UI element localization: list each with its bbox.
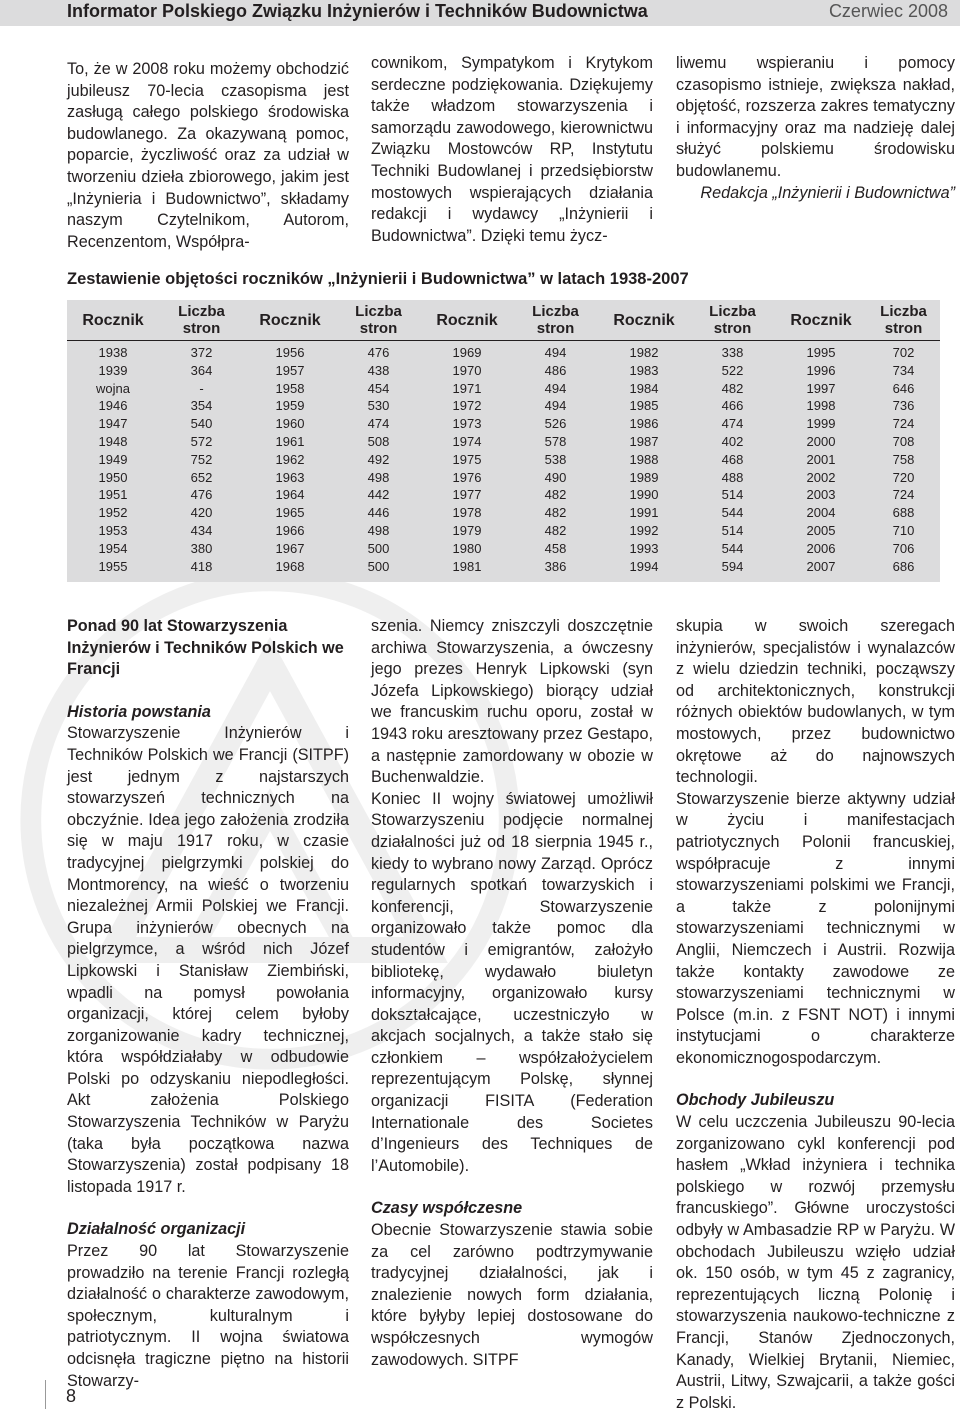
war-paragraph: szenia. Niemcy zniszczyli doszczętnie archiwa Stowarzyszenia, a ówczesny jego prezes Henryk Lipkowski (syn Józefa Lipkowskiego) biorący udział we francuskim ruchu oporu, został w 1943 roku aresztowany przez Gestapo, a następnie zamordowany w obozie w Buchenwaldzie. bbox=[371, 617, 653, 787]
article-column-2 bbox=[371, 616, 653, 1371]
footer-rule bbox=[45, 1380, 46, 1409]
pages-cell: 594 bbox=[721, 558, 744, 574]
column-header-pages: Liczba stron bbox=[880, 303, 927, 337]
pages-cell: 446 bbox=[367, 505, 390, 521]
year-cell: 1951 bbox=[98, 487, 128, 503]
pages-cell: 486 bbox=[544, 362, 567, 378]
article-column-1 bbox=[67, 616, 349, 1392]
year-cell: 1975 bbox=[452, 451, 482, 467]
pages-cell: 482 bbox=[544, 522, 567, 538]
year-cell: 2006 bbox=[806, 540, 836, 556]
table-title: Zestawienie objętości roczników „Inżynierii i Budownictwa” w latach 1938-2007 bbox=[67, 270, 689, 288]
year-cell: 1988 bbox=[629, 451, 659, 467]
pages-cell: 572 bbox=[190, 433, 213, 449]
year-cell: 1997 bbox=[806, 380, 836, 396]
pages-cell: 720 bbox=[892, 469, 915, 485]
pages-cell: 338 bbox=[721, 345, 744, 360]
table-row bbox=[67, 469, 940, 487]
pages-cell: 708 bbox=[892, 433, 915, 449]
pages-cell: 442 bbox=[367, 487, 390, 503]
pages-cell: 490 bbox=[544, 469, 567, 485]
pages-cell: 482 bbox=[721, 380, 744, 396]
table-row bbox=[67, 362, 940, 380]
history-paragraph: Stowarzyszenie Inżynierów i Techników Polskich we Francji (SITPF) jest jednym z najstarszych stowarzyszeń technicznych na obczyźnie. Idea jego założenia zrodziła się w maju 1917 roku, w czasie tradycyjnej pielgrzymki polskiej do Montmorency, na wieść o tworzeniu niezależnej Armii Polskiej we Francji. Grupa inżynierów obecnych na pielgrzymce, a wśród nich Józef Lipkowski i Stanisław Ziembiński, wpadli na pomysł powołania organizacji, której celem byłoby zorganizowanie kadry technicznej, która współdziałaby w odbudowie Polski po odzyskaniu niepodległości. Akt założenia Polskiego Stowarzyszenia Techników w Paryżu (taka była początkowa nazwa Stowarzyszenia) został podpisany 18 listopada 1917 r. bbox=[67, 724, 349, 1196]
pages-cell: 652 bbox=[190, 469, 213, 485]
year-cell: 1959 bbox=[275, 398, 305, 414]
page-number: 8 bbox=[66, 1386, 77, 1406]
column-header-pages: Liczba stron bbox=[355, 303, 402, 337]
intro-text-2: cownikom, Sympatykom i Krytykom serdeczne podziękowania. Dziękujemy także władzom stowarzyszenia i samorządu zawodowego, kierownictwu Związku Mostowców RP, Instytutu Techniki Budowlanej i przedsiębiorstw mostowych wspierających działania redakcji i wydawcy „Inżynierii i Budownictwa”. Dzięki temu życz- bbox=[371, 54, 653, 245]
year-cell: wojna bbox=[96, 380, 130, 396]
year-cell: 2007 bbox=[806, 558, 836, 574]
year-cell: 1967 bbox=[275, 540, 305, 556]
table-row bbox=[67, 433, 940, 451]
pages-cell: 514 bbox=[721, 487, 744, 503]
activity-paragraph: Przez 90 lat Stowarzyszenie prowadziło na terenie Francji rozległą działalność o charakterze zawodowym, społecznym, kulturalnym i patriotycznym. II wojna światowa odcisnęła tragiczne piętno na historii Stowarzy- bbox=[67, 1242, 349, 1390]
pages-cell: 736 bbox=[892, 398, 915, 414]
year-cell: 1966 bbox=[275, 522, 305, 538]
table-row bbox=[67, 558, 940, 576]
pages-cell: 544 bbox=[721, 540, 744, 556]
year-cell: 1976 bbox=[452, 469, 482, 485]
column-header-pages: Liczba stron bbox=[709, 303, 756, 337]
column-header-pages: Liczba stron bbox=[178, 303, 225, 337]
pages-cell: 458 bbox=[544, 540, 567, 556]
postwar-paragraph: Koniec II wojny światowej umożliwił Stowarzyszeniu podjęcie normalnej działalności już od 18 sierpnia 1945 r., kiedy to wybrano nowy Zarząd. Oprócz regularnych spotkań towarzyskich i konferencji, Stowarzyszenie organizowało także pomoc dla studentów i emigrantów, założyło bibliotekę, wydawało biuletyn informacyjny, organizowało kursy dokształcające, uczestniczyło w akcjach socjalnych, a także stało się członkiem – współzałożycielem reprezentującym Polskę, słynnej organizacji FISITA (Federation Internationale des Societes d’Ingenieurs des Techniques de l’Automobile). bbox=[371, 789, 653, 1175]
year-cell: 1952 bbox=[98, 505, 128, 521]
year-cell: 1953 bbox=[98, 522, 128, 538]
table-row bbox=[67, 380, 940, 398]
year-cell: 1995 bbox=[806, 345, 836, 360]
intro-text-3: liwemu wspieraniu i pomocy czasopismo istnieje, zwiększa nakład, objętość, rozszerza zakres tematyczny i informacyjny oraz ma nadzieję dalej służyć polskiemu środowisku budowlanemu. bbox=[676, 54, 955, 180]
year-cell: 2003 bbox=[806, 487, 836, 503]
year-cell: 1971 bbox=[452, 380, 482, 396]
section-heading-modern: Czasy współczesne bbox=[371, 1199, 523, 1218]
pages-cell: 514 bbox=[721, 522, 744, 538]
year-cell: 1978 bbox=[452, 505, 482, 521]
year-cell: 1958 bbox=[275, 380, 305, 396]
year-cell: 1992 bbox=[629, 522, 659, 538]
year-cell: 1981 bbox=[452, 558, 482, 574]
cooperation-paragraph: Stowarzyszenie bierze aktywny udział w życiu i manifestacjach patriotycznych Polonii francuskiej, współpracuje z innymi stowarzyszeniami polskimi we Francji, a także z polonijnymi stowarzyszeniami technicznymi w Anglii, Niemczech i Austrii. Rozwija także kontakty zawodowe ze stowarzyszeniami technicznymi w Polsce (m.in. z FSNT NOT) i innymi instytucjami o charakterze ekonomicznogospodarczym. bbox=[676, 789, 955, 1067]
pages-cell: 466 bbox=[721, 398, 744, 414]
year-cell: 1938 bbox=[98, 345, 128, 360]
pages-cell: 702 bbox=[892, 345, 915, 360]
pages-cell: 364 bbox=[190, 362, 213, 378]
year-cell: 2004 bbox=[806, 505, 836, 521]
year-cell: 1968 bbox=[275, 558, 305, 574]
year-cell: 1963 bbox=[275, 469, 305, 485]
header-date: Czerwiec 2008 bbox=[828, 1, 948, 21]
article-column-3 bbox=[676, 616, 955, 1414]
year-cell: 2002 bbox=[806, 469, 836, 485]
pages-cell: 474 bbox=[721, 416, 744, 432]
pages-cell: 386 bbox=[544, 558, 567, 574]
pages-cell: 474 bbox=[367, 416, 390, 432]
year-cell: 2000 bbox=[806, 433, 836, 449]
pages-cell: 476 bbox=[367, 345, 390, 360]
year-cell: 1982 bbox=[629, 345, 659, 360]
year-cell: 1993 bbox=[629, 540, 659, 556]
year-cell: 1962 bbox=[275, 451, 305, 467]
members-paragraph: skupia w swoich szeregach inżynierów, specjalistów i wynalazców z wielu dziedzin techniki, począwszy od architektonicznych, konstrukcji różnych obiektów budowlanych, w tym mostowych, przez budownictwo okrętowe aż do najnowszych technologii. bbox=[676, 617, 955, 787]
pages-cell: 494 bbox=[544, 380, 567, 396]
table-row bbox=[67, 415, 940, 433]
pages-cell: 454 bbox=[367, 380, 390, 396]
year-cell: 1977 bbox=[452, 487, 482, 503]
intro-column-2 bbox=[371, 53, 653, 247]
page-header bbox=[0, 0, 960, 26]
pages-cell: 530 bbox=[367, 398, 390, 414]
pages-cell: 734 bbox=[892, 362, 915, 378]
pages-cell: 686 bbox=[892, 558, 915, 574]
column-header-year: Rocznik bbox=[790, 311, 852, 329]
year-cell: 1999 bbox=[806, 416, 836, 432]
intro-column-3 bbox=[676, 53, 955, 204]
year-cell: 1979 bbox=[452, 522, 482, 538]
year-cell: 1957 bbox=[275, 362, 305, 378]
year-cell: 1964 bbox=[275, 487, 305, 503]
pages-cell: 494 bbox=[544, 345, 567, 360]
pages-cell: 540 bbox=[190, 416, 213, 432]
year-cell: 1985 bbox=[629, 398, 659, 414]
table-row bbox=[67, 397, 940, 415]
pages-cell: 482 bbox=[544, 505, 567, 521]
year-cell: 1987 bbox=[629, 433, 659, 449]
year-cell: 1989 bbox=[629, 469, 659, 485]
year-cell: 1960 bbox=[275, 416, 305, 432]
pages-cell: 706 bbox=[892, 540, 915, 556]
year-cell: 1969 bbox=[452, 345, 482, 360]
pages-cell: 434 bbox=[190, 522, 213, 538]
column-header-year: Rocznik bbox=[613, 311, 675, 329]
year-cell: 1991 bbox=[629, 505, 659, 521]
pages-cell: 492 bbox=[367, 451, 390, 467]
pages-cell: 420 bbox=[190, 505, 213, 521]
year-cell: 1956 bbox=[275, 345, 305, 360]
pages-cell: 500 bbox=[367, 540, 390, 556]
pages-cell: 752 bbox=[190, 451, 213, 467]
year-cell: 1948 bbox=[98, 433, 128, 449]
pages-cell: 688 bbox=[892, 505, 915, 521]
editorial-signature: Redakcja „Inżynierii i Budownictwa” bbox=[700, 183, 955, 202]
year-cell: 1946 bbox=[98, 398, 128, 414]
year-cell: 1947 bbox=[98, 416, 128, 432]
pages-cell: 494 bbox=[544, 398, 567, 414]
pages-cell: 724 bbox=[892, 487, 915, 503]
table-header-row bbox=[67, 300, 940, 340]
table-body bbox=[67, 340, 940, 575]
year-cell: 1954 bbox=[98, 540, 128, 556]
year-cell: 1972 bbox=[452, 398, 482, 414]
year-cell: 2001 bbox=[806, 451, 836, 467]
section-heading-activity: Działalność organizacji bbox=[67, 1220, 246, 1239]
year-cell: 1983 bbox=[629, 362, 659, 378]
pages-cell: 544 bbox=[721, 505, 744, 521]
year-cell: 1961 bbox=[275, 433, 305, 449]
section-heading-history: Historia powstania bbox=[67, 702, 211, 721]
pages-cell: 402 bbox=[721, 433, 744, 449]
pages-cell: 482 bbox=[544, 487, 567, 503]
year-cell: 2005 bbox=[806, 522, 836, 538]
pages-cell: 522 bbox=[721, 362, 744, 378]
year-cell: 1986 bbox=[629, 416, 659, 432]
year-cell: 1974 bbox=[452, 433, 482, 449]
intro-column-1 bbox=[67, 59, 349, 253]
column-header-year: Rocznik bbox=[259, 311, 321, 329]
year-cell: 1939 bbox=[98, 362, 128, 378]
year-cell: 1996 bbox=[806, 362, 836, 378]
modern-paragraph: Obecnie Stowarzyszenie stawia sobie za cel zarówno podtrzymywanie tradycyjnej działalności, jak i znalezienie nowych form działania, które byłyby lepiej dostosowane do współczesnych wymogów zawodowych. SITPF bbox=[371, 1221, 653, 1369]
year-cell: 1980 bbox=[452, 540, 482, 556]
pages-cell: 646 bbox=[892, 380, 915, 396]
pages-cell: 578 bbox=[544, 433, 567, 449]
pages-cell: 488 bbox=[721, 469, 744, 485]
table-row bbox=[67, 540, 940, 558]
article-title: Ponad 90 lat Stowarzyszenia Inżynierów i Techników Polskich we Francji bbox=[67, 617, 344, 679]
table-row bbox=[67, 340, 940, 362]
year-cell: 1984 bbox=[629, 380, 659, 396]
pages-cell: 468 bbox=[721, 451, 744, 467]
column-header-pages: Liczba stron bbox=[532, 303, 579, 337]
table-row bbox=[67, 486, 940, 504]
year-cell: 1973 bbox=[452, 416, 482, 432]
table-row bbox=[67, 504, 940, 522]
section-heading-jubilee: Obchody Jubileuszu bbox=[676, 1091, 835, 1110]
intro-text-1: To, że w 2008 roku możemy obchodzić jubileusz 70-lecia czasopisma jest zasługą całego polskiego środowiska budowlanego. Za okazywaną pomoc, poparcie, życzliwość oraz za udział w tworzeniu dzieła zbiorowego, jakim jest „Inżynieria i Budownictwo”, składamy naszym Czytelnikom, Autorom, Recenzentom, Współpra- bbox=[67, 60, 349, 251]
column-header-year: Rocznik bbox=[436, 311, 498, 329]
year-cell: 1950 bbox=[98, 469, 128, 485]
pages-cell: 538 bbox=[544, 451, 567, 467]
year-cell: 1998 bbox=[806, 398, 836, 414]
pages-cell: 372 bbox=[190, 345, 213, 360]
volume-table-grid bbox=[67, 300, 940, 575]
pages-cell: 500 bbox=[367, 558, 390, 574]
pages-cell: 724 bbox=[892, 416, 915, 432]
table-row bbox=[67, 451, 940, 469]
year-cell: 1970 bbox=[452, 362, 482, 378]
pages-cell: 498 bbox=[367, 522, 390, 538]
pages-cell: 354 bbox=[190, 398, 213, 414]
volume-table bbox=[67, 300, 940, 582]
pages-cell: 526 bbox=[544, 416, 567, 432]
table-header-divider bbox=[67, 340, 940, 341]
pages-cell: 418 bbox=[190, 558, 213, 574]
year-cell: 1990 bbox=[629, 487, 659, 503]
year-cell: 1965 bbox=[275, 505, 305, 521]
pages-cell: 758 bbox=[892, 451, 915, 467]
column-header-year: Rocznik bbox=[82, 311, 144, 329]
header-title: Informator Polskiego Związku Inżynierów i Techników Budownictwa bbox=[67, 1, 648, 21]
year-cell: 1955 bbox=[98, 558, 128, 574]
year-cell: 1994 bbox=[629, 558, 659, 574]
pages-cell: - bbox=[199, 380, 204, 396]
pages-cell: 498 bbox=[367, 469, 390, 485]
pages-cell: 710 bbox=[892, 522, 915, 538]
pages-cell: 380 bbox=[190, 540, 213, 556]
year-cell: 1949 bbox=[98, 451, 128, 467]
pages-cell: 438 bbox=[367, 362, 390, 378]
pages-cell: 508 bbox=[367, 433, 390, 449]
pages-cell: 476 bbox=[190, 487, 213, 503]
jubilee-paragraph: W celu uczczenia Jubileuszu 90-lecia zorganizowano cykl konferencji pod hasłem „Wkład inżyniera i technika polskiego w rozwój przemysłu francuskiego”. Główne uroczystości odbyły w Ambasadzie RP w Paryżu. W obchodach Jubileuszu wzięło udział ok. 150 osób, w tym 45 z zagranicy, reprezentujących liczną Polonię i stowarzyszenia naukowo-techniczne z Francji, Stanów Zjednoczonych, Kanady, Wielkiej Brytanii, Niemiec, Austrii, Litwy, Szwajcarii, a także gości z Polski. bbox=[676, 1113, 955, 1412]
table-row bbox=[67, 522, 940, 540]
